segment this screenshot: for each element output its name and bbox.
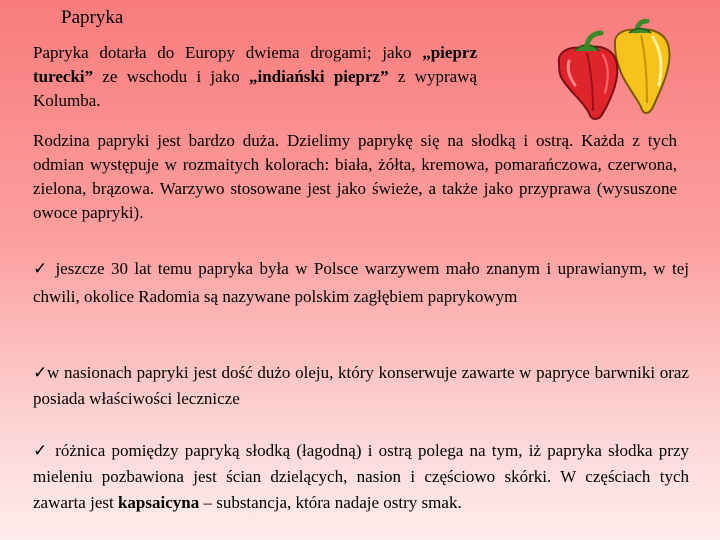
intro-text-1: Papryka dotarła do Europy dwiema drogami; jako (33, 43, 423, 62)
bullet-text: w nasionach papryki jest dość dużo oleju, który konserwuje zawarte w papryce barwniki oraz posiada właściwości lecznicze (33, 363, 689, 408)
family-paragraph: Rodzina papryki jest bardzo duża. Dzielimy paprykę się na słodką i ostrą. Każda z tych odmian występuje w rozmaitych kolorach: biała, żółta, kremowa, pomarańczowa, czerwona, zielona, brązowa. Warzywo stosowane jest jako świeże, a także jako przyprawa (wysuszone owoce papryki). (33, 131, 677, 222)
bullet-text-1: różnica pomiędzy papryką słodką (łagodną) i ostrą polega na tym, iż papryka słodka przy mieleniu pozbawiona jest ścian dzielących, nasion i częściowo skórki. W częściach tych zawarta jest (33, 441, 690, 512)
intro-text-2: ze wschodu i jako (93, 67, 249, 86)
intro-text-3: z wyprawą Kolumba. (33, 67, 477, 110)
red-pepper-icon (559, 33, 618, 119)
intro-bold-pieprz-turecki: „pieprz turecki” (33, 43, 477, 86)
bullet-text: jeszcze 30 lat temu papryka była w Polsce warzywem mało znanym i uprawianym, w tej chwili, okolice Radomia są nazywane polskim zagłębiem paprykowym (33, 259, 690, 306)
slide-title: Papryka (61, 7, 124, 28)
bullet-bold-kapsaicyna: kapsaicyna (117, 493, 200, 512)
checkmark-icon: ✓ (33, 441, 48, 461)
intro-paragraph (33, 41, 477, 113)
bullet-item-3 (33, 438, 689, 516)
intro-bold-indianski-pieprz: „indiański pieprz” (248, 67, 389, 86)
bullet-item-2 (33, 360, 689, 412)
yellow-pepper-icon (615, 21, 670, 113)
checkmark-icon: ✓ (33, 363, 48, 383)
bell-peppers-icon (553, 19, 675, 123)
checkmark-icon: ✓ (33, 259, 48, 279)
bullet-item-1 (33, 255, 689, 310)
bullet-text-2: – substancja, która nadaje ostry smak. (199, 493, 462, 512)
